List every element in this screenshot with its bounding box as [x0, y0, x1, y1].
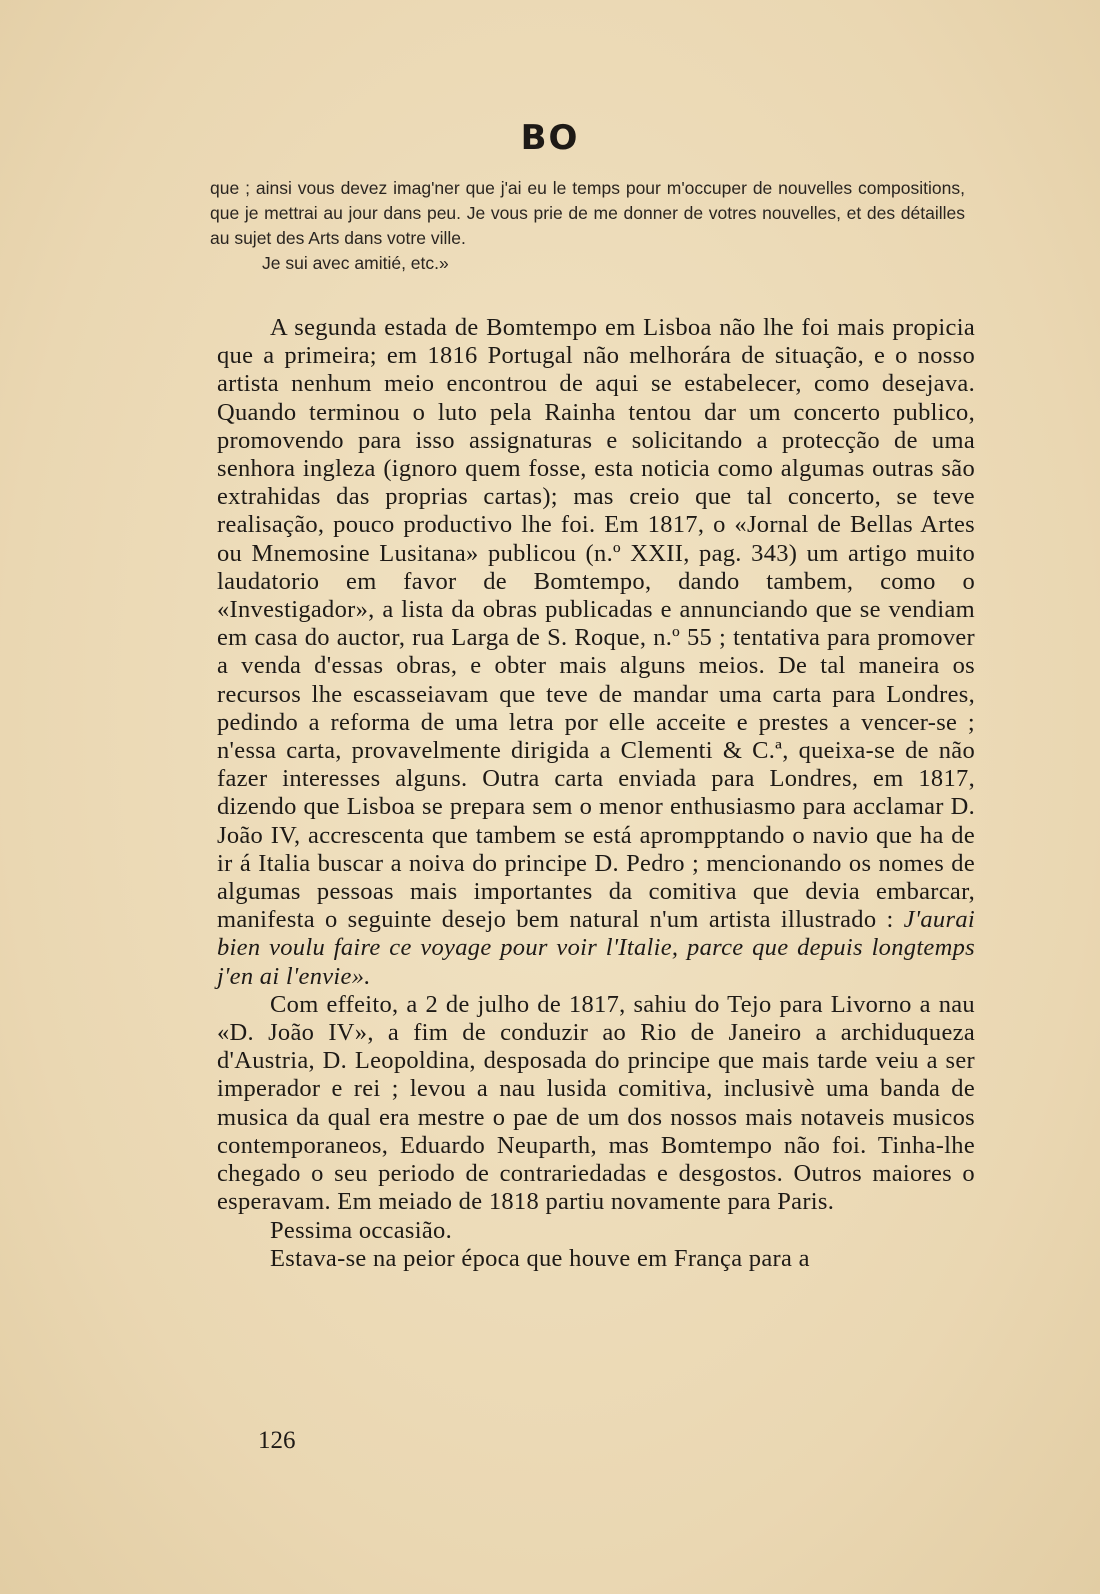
french-letter-text: que ; ainsi vous devez imag'ner que j'ai eu le temps pour m'occuper de nouvelles compositions, que je mettrai au jour dans peu. Je vous prie de me donner de votres nouvelles, et des détailles au sujet des Arts dans votre ville.: [210, 178, 965, 248]
paragraph-4: Estava-se na peior época que houve em França para a: [270, 1244, 810, 1272]
paragraph-1-french-quote: J'aurai bien voulu faire ce voyage pour voir l'Italie, parce que depuis longtemps j'en ai l'envie».: [217, 906, 975, 990]
page-number: 126: [258, 1427, 296, 1454]
paragraph-1-text: A segunda estada de Bomtempo em Lisboa não lhe foi mais propicia que a primeira; em 1816 Portugal não melhorára de situação, e o nosso artista nenhum meio encontrou de aqui se estabelecer, como desejava. Quando terminou o luto pela Rainha tentou dar um concerto publico, promovendo para isso assignaturas e solicitando a protecção de uma senhora ingleza (ignoro quem fosse, esta noticia como algumas outras são extrahidas das proprias cartas); mas creio que tal concerto, se teve realisação, pouco productivo lhe foi. Em 1817, o «Jornal de Bellas Artes ou Mnemosine Lusitana» publicou (n.º XXII, pag. 343) um artigo muito laudatorio em favor de Bomtempo, dando tambem, como o «Investigador», a lista da obras publicadas e annunciando que se vendiam em casa do auctor, rua Larga de S. Roque, n.º 55 ; tentativa para promover a venda d'essas obras, e obter mais alguns meios. De tal maneira os recursos lhe escasseiavam que teve de mandar uma carta para Londres, pedindo a reforma de uma letra por elle acceite e prestes a vencer-se ; n'essa carta, provavelmente dirigida a Clementi & C.ª, queixa-se de não fazer interesses alguns. Outra carta enviada para Londres, em 1817, dizendo que Lisboa se prepara sem o menor enthusiasmo para acclamar D. João IV, accrescenta que tambem se está aprompptando o navio que ha de ir á Italia buscar a noiva do principe D. Pedro ; mencionando os nomes de algumas pessoas mais importantes da comitiva que devia embarcar, manifesta o seguinte desejo bem natural n'um artista illustrado :: [217, 314, 975, 934]
paragraph-1: [217, 314, 975, 991]
french-letter-excerpt: [210, 176, 965, 276]
running-header: BO: [520, 118, 580, 158]
paragraph-3: Pessima occasião.: [270, 1216, 452, 1244]
french-letter-closing: Je sui avec amitié, etc.»: [262, 253, 449, 273]
paragraph-2: Com effeito, a 2 de julho de 1817, sahiu do Tejo para Livorno a nau «D. João IV», a fim de conduzir ao Rio de Janeiro a archiduqueza d'Austria, D. Leopoldina, desposada do principe que mais tarde veiu a ser imperador e rei ; levou a nau lusida comitiva, inclusivè uma banda de musica da qual era mestre o pae de um dos nossos mais notaveis musicos contemporaneos, Eduardo Neuparth, mas Bomtempo não foi. Tinha-lhe chegado o seu periodo de contrariedadas e desgostos. Outros maiores o esperavam. Em meiado de 1818 partiu novamente para Paris.: [217, 990, 975, 1216]
body-text: [217, 314, 975, 1273]
